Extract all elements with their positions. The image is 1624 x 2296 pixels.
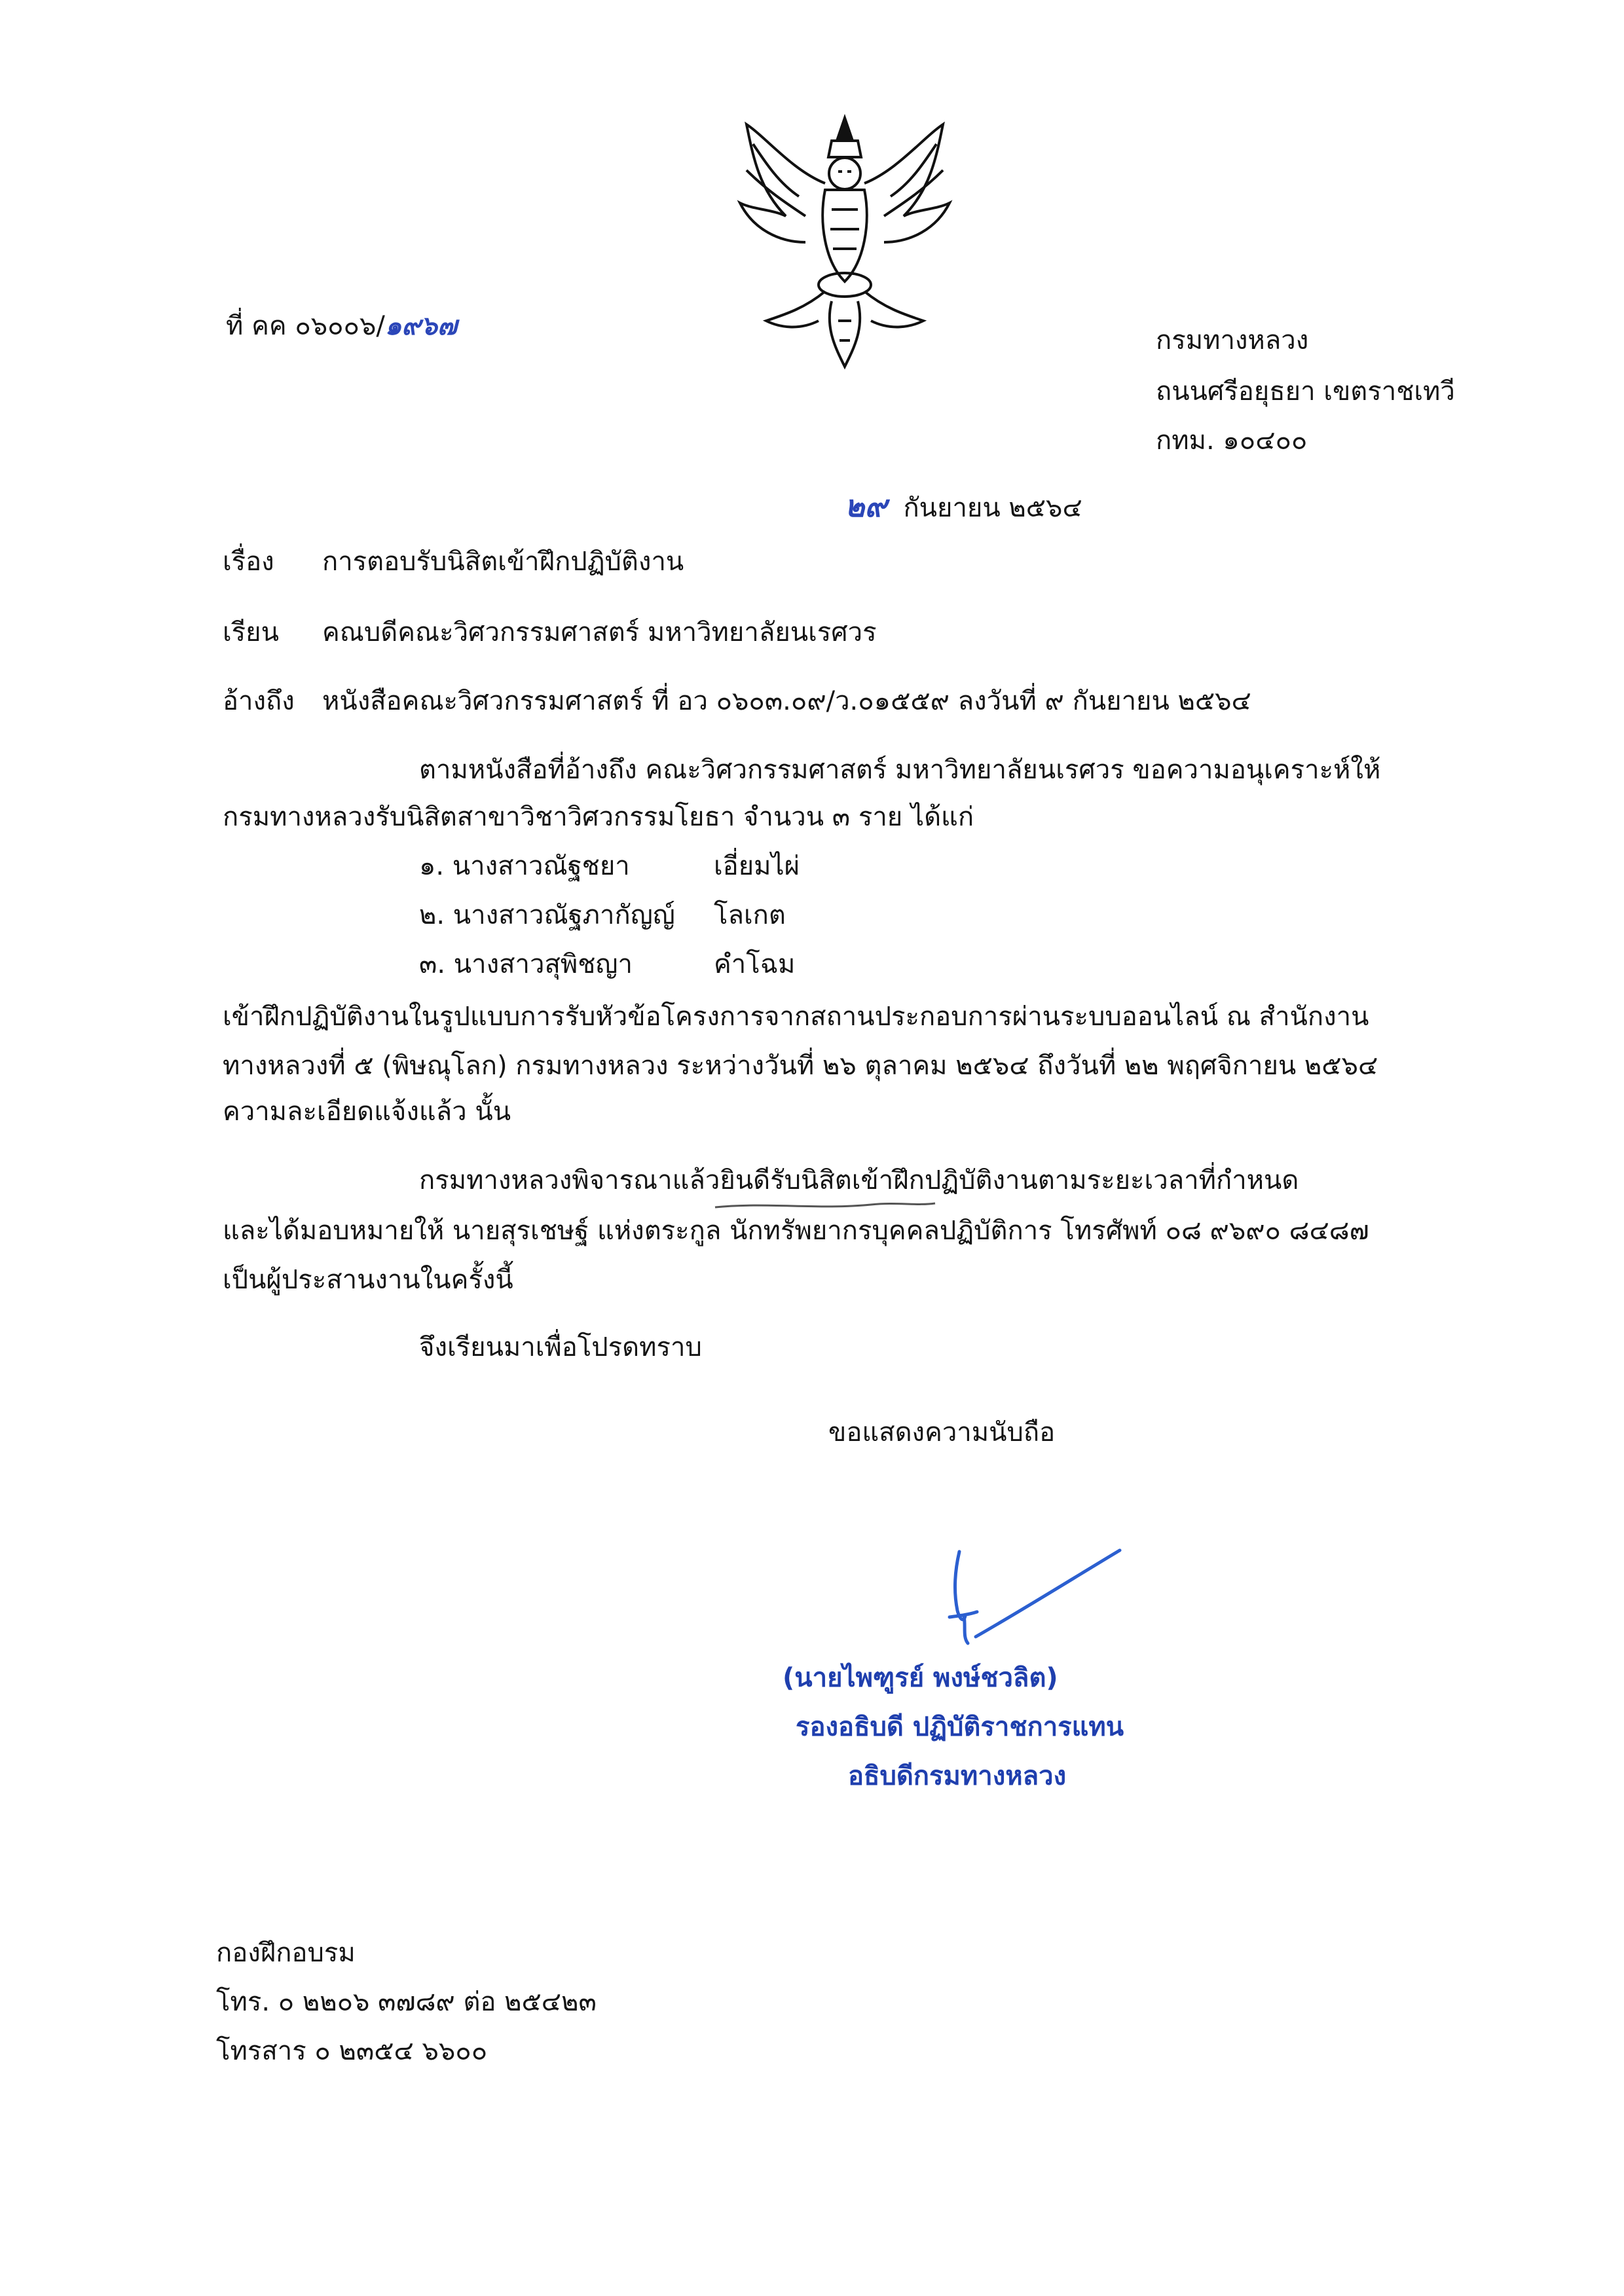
student-1-surname: เอี่ยมไผ่ [714, 851, 800, 881]
signatory-title-1: รองอธิบดี ปฏิบัติราชการแทน [796, 1712, 1124, 1742]
paragraph-3-line-2: และได้มอบหมายให้ นายสุรเชษฐ์ แห่งตระกูล นักทรัพยากรบุคคลปฏิบัติการ โทรศัพท์ ๐๘ ๙๖๙๐ ๘๔๘๗ [223, 1216, 1369, 1246]
department-address-line-1: ถนนศรีอยุธยา เขตราชเทวี [1156, 376, 1455, 407]
student-2-name: ๒. นางสาวณัฐภากัญญ์ [419, 900, 675, 930]
paragraph-1-line-1: ตามหนังสือที่อ้างถึง คณะวิศวกรรมศาสตร์ มหาวิทยาลัยนเรศวร ขอความอนุเคราะห์ให้ [419, 755, 1381, 785]
salutation: ขอแสดงความนับถือ [828, 1417, 1056, 1448]
closing-line: จึงเรียนมาเพื่อโปรดทราบ [419, 1332, 702, 1362]
paragraph-3-line-3: เป็นผู้ประสานงานในครั้งนี้ [223, 1265, 513, 1295]
department-address-line-2: กทม. ๑๐๔๐๐ [1156, 426, 1308, 456]
date-month-year: กันยายน ๒๕๖๔ [903, 493, 1082, 523]
handwritten-signature-icon [930, 1539, 1139, 1650]
student-2-surname: โลเกต [714, 900, 786, 930]
student-1-name: ๑. นางสาวณัฐชยา [419, 851, 630, 881]
department-name: กรมทางหลวง [1156, 325, 1309, 355]
recipient-text: คณบดีคณะวิศวกรรมศาสตร์ มหาวิทยาลัยนเรศวร [322, 617, 877, 647]
paragraph-1-line-2: กรมทางหลวงรับนิสิตสาขาวิชาวิศวกรรมโยธา จำนวน ๓ ราย ได้แก่ [223, 802, 974, 832]
footer-phone: โทร. ๐ ๒๒๐๖ ๓๗๘๙ ต่อ ๒๕๔๒๓ [216, 1987, 597, 2017]
recipient-label: เรียน [223, 617, 279, 647]
paragraph-3-line-1: กรมทางหลวงพิจารณาแล้วยินดีรับนิสิตเข้าฝึกปฏิบัติงานตามระยะเวลาที่กำหนด [419, 1165, 1299, 1195]
subject-label: เรื่อง [223, 547, 274, 577]
reference-text: หนังสือคณะวิศวกรรมศาสตร์ ที่ อว ๐๖๐๓.๐๙/ว.๐๑๕๕๙ ลงวันที่ ๙ กันยายน ๒๕๖๔ [322, 686, 1251, 716]
signatory-name: (นายไพฑูรย์ พงษ์ชวลิต) [783, 1663, 1058, 1693]
signatory-title-2: อธิบดีกรมทางหลวง [848, 1761, 1067, 1791]
date-day-handwritten: ๒๙ [845, 488, 887, 524]
paragraph-2-line-1: เข้าฝึกปฏิบัติงานในรูปแบบการรับหัวข้อโครงการจากสถานประกอบการผ่านระบบออนไลน์ ณ สำนักงาน [223, 1002, 1369, 1032]
paragraph-2-line-2: ทางหลวงที่ ๕ (พิษณุโลก) กรมทางหลวง ระหว่างวันที่ ๒๖ ตุลาคม ๒๕๖๔ ถึงวันที่ ๒๒ พฤศจิกายน ๒๕๖๔ [223, 1051, 1378, 1081]
student-3-name: ๓. นางสาวสุพิชญา [419, 949, 633, 979]
handwritten-underline-icon [714, 1199, 936, 1212]
footer-division: กองฝึกอบรม [216, 1938, 356, 1968]
garuda-emblem-icon [727, 111, 963, 373]
paragraph-2-line-3: ความละเอียดแจ้งแล้ว นั้น [223, 1097, 511, 1127]
document-reference [226, 308, 457, 344]
reference-label: อ้างถึง [223, 686, 295, 716]
reference-handwritten-number: ๑๙๖๗ [384, 311, 457, 341]
subject-text: การตอบรับนิสิตเข้าฝึกปฏิบัติงาน [322, 547, 684, 577]
footer-fax: โทรสาร ๐ ๒๓๕๔ ๖๖๐๐ [216, 2036, 488, 2066]
document-date [845, 488, 1082, 526]
reference-prefix: ที่ คค ๐๖๐๐๖/ [226, 311, 385, 341]
student-3-surname: คำโฉม [714, 949, 796, 979]
